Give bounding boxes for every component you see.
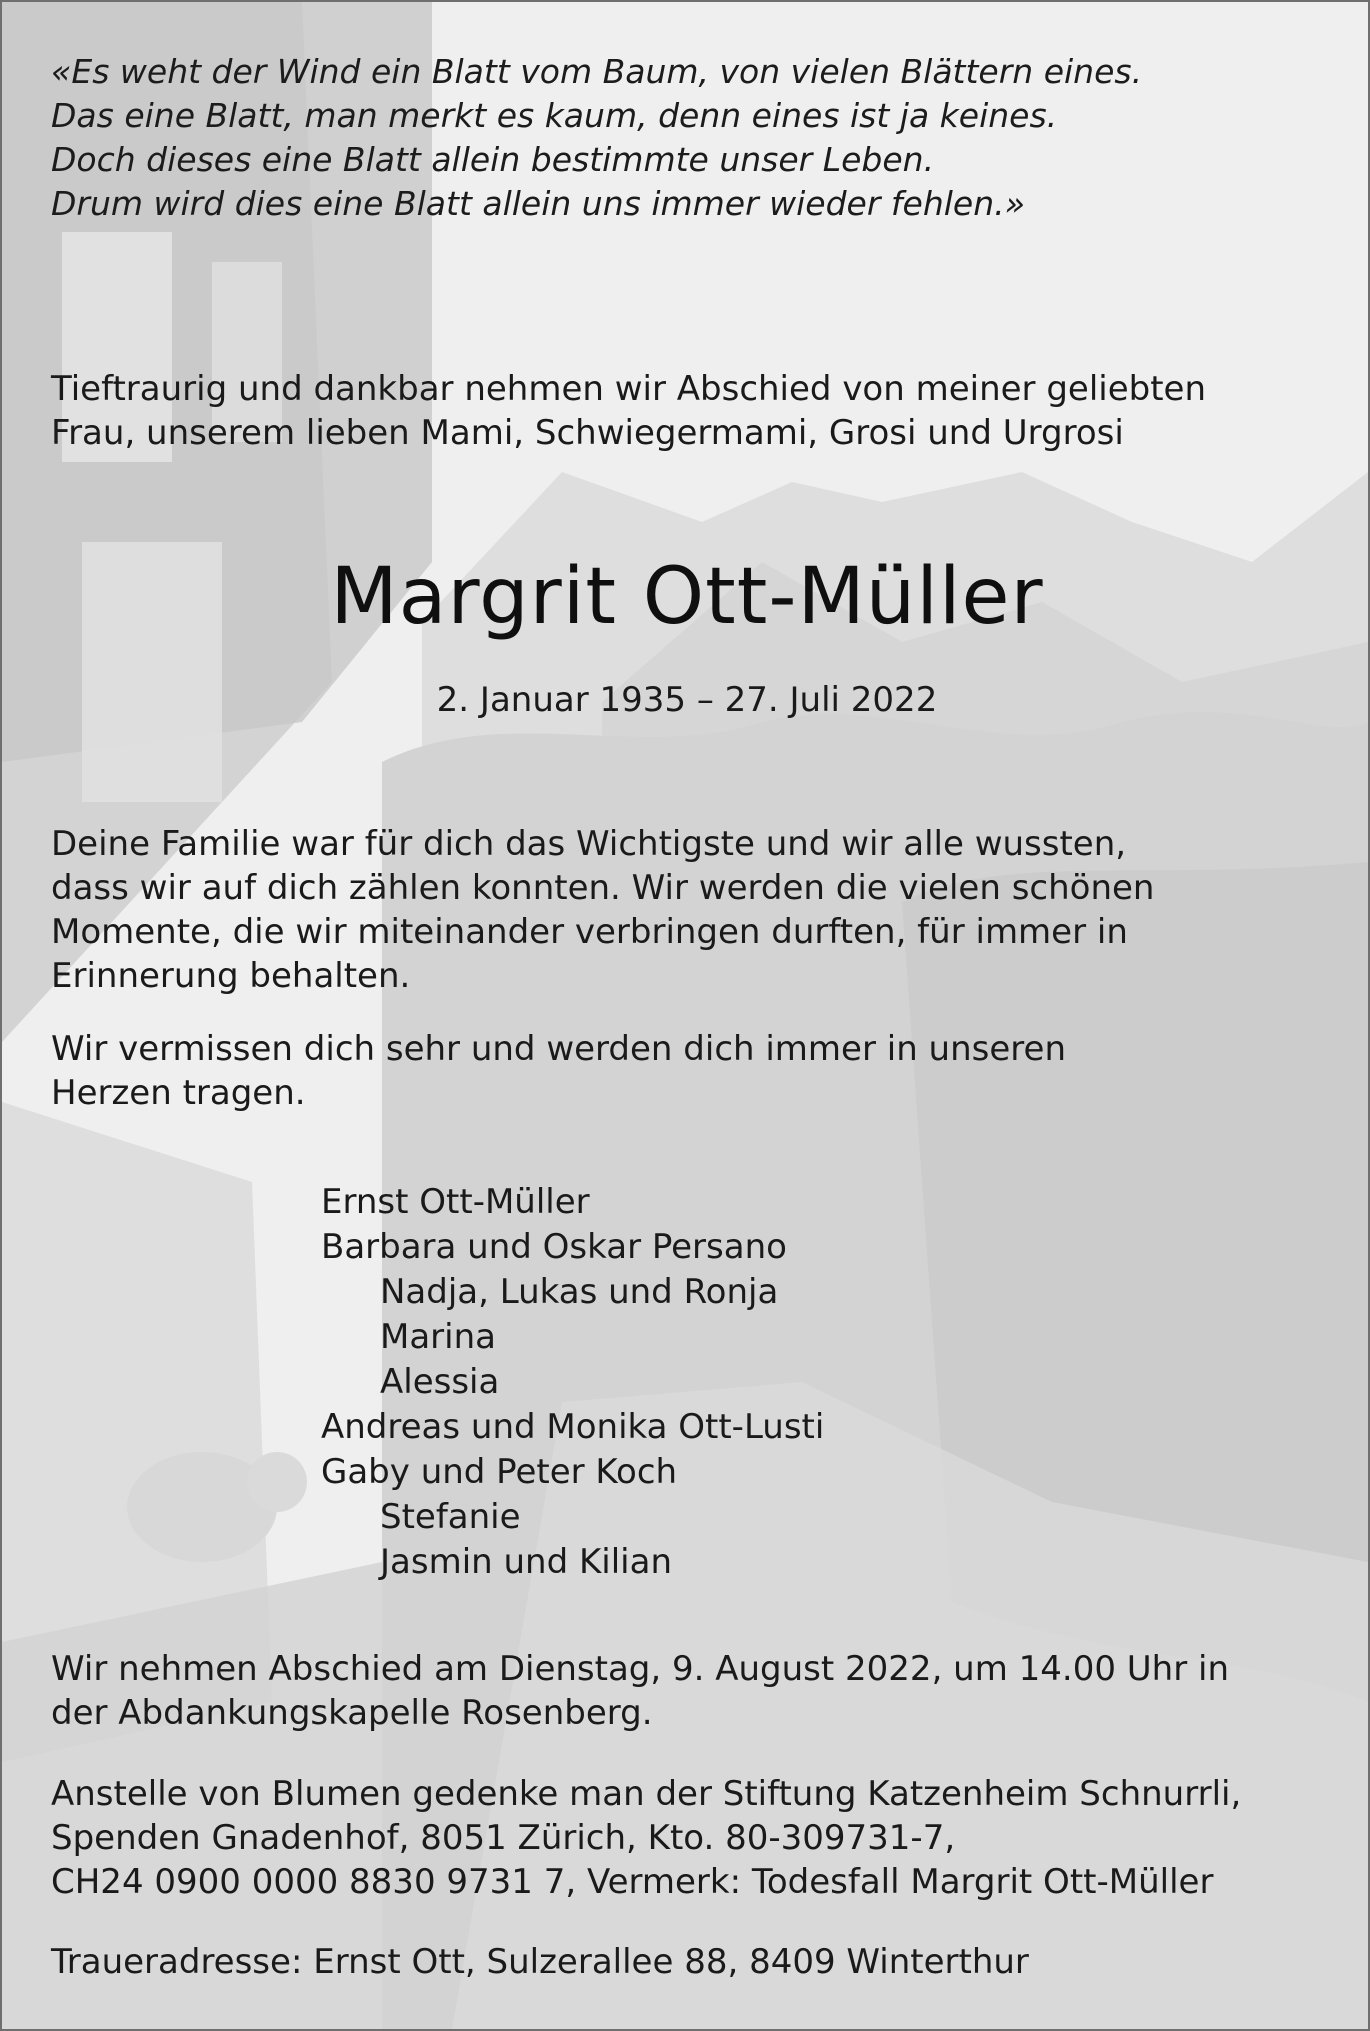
ceremony-line: der Abdankungskapelle Rosenberg. [51,1693,653,1733]
family-member-child: Nadja, Lukas und Ronja [380,1272,779,1312]
message-line: Momente, die wir miteinander verbringen durften, für immer in [51,912,1128,952]
intro-text [51,367,1331,455]
mourning-address [51,1940,1331,1984]
donation-line: Spenden Gnadenhof, 8051 Zürich, Kto. 80-309731-7, [51,1818,956,1858]
family-member: Gaby und Peter Koch [321,1452,678,1492]
deceased-name: Margrit Ott-Müller [330,552,1044,642]
intro-line: Frau, unserem lieben Mami, Schwiegermami, Grosi und Urgrosi [51,413,1124,453]
address-line: Traueradresse: Ernst Ott, Sulzerallee 88, 8409 Winterthur [51,1942,1029,1982]
family-member-child: Marina [380,1317,496,1357]
message-paragraph-2 [51,1027,1331,1115]
quote-line: «Es weht der Wind ein Blatt vom Baum, von vielen Blättern eines. [51,52,1143,91]
life-dates: 2. Januar 1935 – 27. Juli 2022 [436,680,938,720]
message-line: Wir vermissen dich sehr und werden dich immer in unseren [51,1029,1066,1069]
notice-content [2,2,1368,2029]
quote-line: Drum wird dies eine Blatt allein uns immer wieder fehlen.» [51,184,1025,223]
poem-quote [51,50,1311,226]
ceremony-info [51,1647,1331,1735]
family-member-child: Alessia [380,1362,500,1402]
donation-info [51,1772,1331,1904]
family-member-child: Jasmin und Kilian [380,1542,673,1582]
family-list [321,1180,1221,1585]
family-member-child: Stefanie [380,1497,521,1537]
message-line: Deine Familie war für dich das Wichtigste und wir alle wussten, [51,824,1127,864]
message-paragraph-1 [51,822,1331,998]
intro-line: Tieftraurig und dankbar nehmen wir Abschied von meiner geliebten [51,369,1207,409]
family-member: Andreas und Monika Ott-Lusti [321,1407,825,1447]
family-member: Ernst Ott-Müller [321,1182,590,1222]
donation-line: Anstelle von Blumen gedenke man der Stiftung Katzenheim Schnurrli, [51,1774,1242,1814]
message-line: Herzen tragen. [51,1073,306,1113]
quote-line: Doch dieses eine Blatt allein bestimmte unser Leben. [51,140,935,179]
quote-line: Das eine Blatt, man merkt es kaum, denn eines ist ja keines. [51,96,1058,135]
family-member: Barbara und Oskar Persano [321,1227,787,1267]
message-line: Erinnerung behalten. [51,956,411,996]
message-line: dass wir auf dich zählen konnten. Wir werden die vielen schönen [51,868,1155,908]
ceremony-line: Wir nehmen Abschied am Dienstag, 9. August 2022, um 14.00 Uhr in [51,1649,1230,1689]
donation-line: CH24 0900 0000 8830 9731 7, Vermerk: Todesfall Margrit Ott-Müller [51,1862,1214,1902]
